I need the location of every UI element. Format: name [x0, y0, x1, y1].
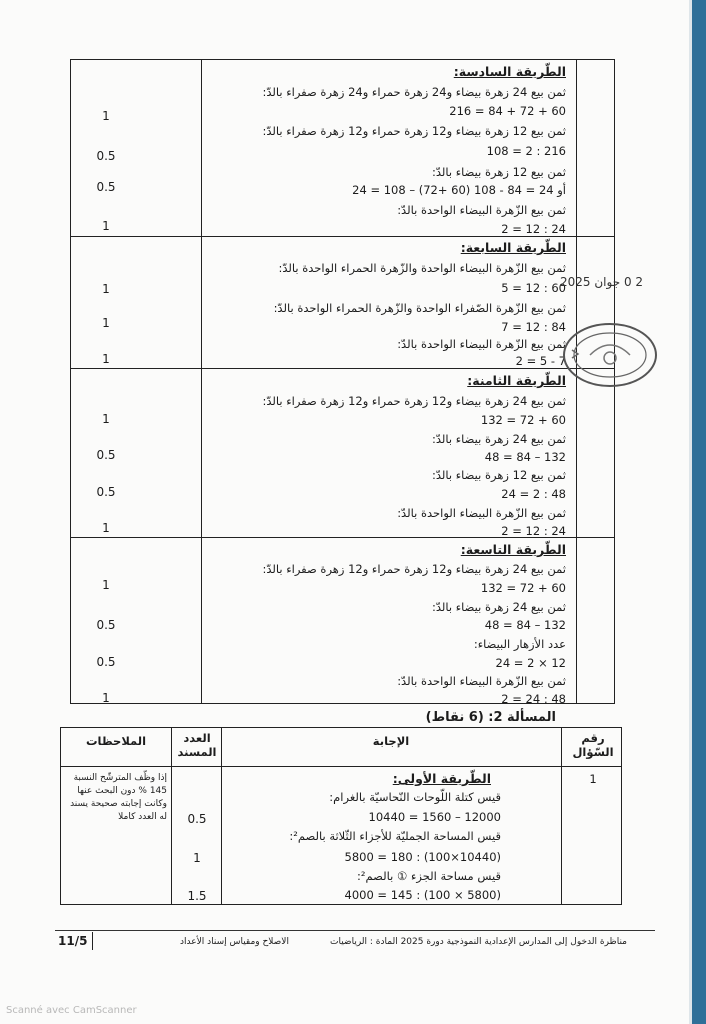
stamp-date: 2 0 جوان 2025 — [560, 275, 644, 289]
score-value: 0.5 — [96, 448, 116, 462]
score-value: 1 — [102, 412, 110, 426]
score-value: 0.5 — [96, 655, 116, 669]
official-stamp — [560, 320, 660, 394]
column-divider — [221, 728, 222, 904]
score-value: 1 — [102, 521, 110, 535]
correction-table — [70, 59, 615, 704]
footer-center: الاصلاح ومقياس إسناد الأعداد — [180, 937, 289, 947]
equation-line: 7 = 12 : 84 — [501, 320, 566, 334]
equation-line: 2 = 24 : 48 — [501, 692, 566, 706]
column-divider — [171, 728, 172, 904]
answer-line: عدد الأزهار البيضاء: — [473, 637, 566, 651]
score-value: 1 — [102, 219, 110, 233]
answer-line: ثمن بيع 24 زهرة بيضاء بالدّ: — [432, 600, 566, 614]
answer-line: ثمن بيع الزّهرة البيضاء الواحدة بالدّ: — [397, 203, 566, 217]
equation-line: 10440 = 1560 – 12000 — [368, 810, 501, 824]
equation-line: 24 = 2 : 48 — [501, 487, 566, 501]
equation-line: 5800 = 180 : (100×10440) — [344, 850, 501, 864]
answer-line: قيس مساحة الجزء ① بالصم²: — [357, 869, 501, 883]
grading-note: إذا وظّف المترشّح النسبة 145 % دون البحث عنها وكانت إجابته صحيحة يسند له العدد كاملا — [70, 773, 167, 822]
score-value: 1 — [102, 691, 110, 705]
scanner-watermark: Scanné avec CamScanner — [6, 1005, 137, 1016]
equation-line: 2 = 5 - 7 — [515, 354, 566, 368]
answer-line: ثمن بيع 24 زهرة بيضاء و12 زهرة حمراء و12 زهرة صفراء بالدّ: — [262, 394, 566, 408]
row-divider — [61, 766, 621, 767]
answer-line: ثمن بيع 24 زهرة بيضاء و12 زهرة حمراء و12 زهرة صفراء بالدّ: — [262, 562, 566, 576]
score-value: 1 — [102, 352, 110, 366]
question-number: 1 — [589, 772, 597, 786]
page-edge-shadow — [689, 0, 692, 1024]
header-points: العدد المسند — [177, 731, 217, 759]
row-divider — [71, 236, 614, 237]
score-value: 0.5 — [96, 149, 116, 163]
answer-line: ثمن بيع الزّهرة الصّفراء الواحدة والزّهرة الحمراء الواحدة بالدّ: — [273, 301, 566, 315]
points-value: 1 — [193, 851, 201, 865]
points-value: 0.5 — [187, 812, 207, 826]
equation-line: 4000 = 145 : (100 × 5800) — [344, 888, 501, 902]
score-value: 1 — [102, 282, 110, 296]
header-question: رقم السّؤال — [572, 731, 614, 759]
answer-line: ثمن بيع الزّهرة البيضاء الواحدة بالدّ: — [397, 506, 566, 520]
score-value: 0.5 — [96, 180, 116, 194]
header-answer: الإجابة — [372, 734, 410, 748]
method-title: الطّريقة التاسعة: — [460, 542, 566, 557]
equation-line: 2 = 12 : 24 — [501, 524, 566, 538]
problem2-table — [60, 727, 622, 905]
answer-line: قيس المساحة الجمليّة للأجزاء الثّلاثة بالصم²: — [289, 829, 501, 843]
equation-line: 24 = 2 × 12 — [495, 656, 566, 670]
page-number: 11/5 — [58, 934, 88, 948]
equation-line: 2 = 12 : 24 — [501, 222, 566, 236]
score-value: 0.5 — [96, 618, 116, 632]
footer-separator — [92, 932, 93, 950]
equation-line: 5 = 12 : 60 — [501, 281, 566, 295]
equation-line: 132 = 72 + 60 — [480, 413, 566, 427]
method-title: الطّريقة الثامنة: — [467, 373, 566, 388]
answer-line: ثمن بيع الزّهرة البيضاء الواحدة والزّهرة الحمراء الواحدة بالدّ: — [278, 261, 566, 275]
score-value: 1 — [102, 316, 110, 330]
equation-line: 132 = 72 + 60 — [480, 581, 566, 595]
row-divider — [71, 368, 614, 369]
answer-line: ثمن بيع الزّهرة البيضاء الواحدة بالدّ: — [397, 674, 566, 688]
answer-line: ثمن بيع 12 زهرة بيضاء و12 زهرة حمراء و12 زهرة صفراء بالدّ: — [262, 124, 566, 138]
score-value: 1 — [102, 109, 110, 123]
method-title: الطّريقة السادسة: — [453, 64, 566, 79]
answer-line: ثمن بيع 24 زهرة بيضاء و24 زهرة حمراء و24 زهرة صفراء بالدّ: — [262, 85, 566, 99]
answer-line: ثمن بيع 24 زهرة بيضاء بالدّ: — [432, 432, 566, 446]
equation-line: 24 = 108 – (72+ 60) أو 24 = 84 - 108 — [352, 183, 566, 197]
score-value: 1 — [102, 578, 110, 592]
answer-line: قيس كتلة اللّوحات النّحاسيّة بالغرام: — [329, 790, 501, 804]
page-edge — [690, 0, 706, 1024]
footer-right: مناظرة الدخول إلى المدارس الإعدادية النموذجية دورة 2025 المادة : الرياضيات — [330, 937, 627, 947]
method-title: الطّريقة السابعة: — [460, 240, 566, 255]
answer-line: ثمن بيع 12 زهرة بيضاء بالدّ: — [432, 468, 566, 482]
header-notes: الملاحظات — [85, 734, 147, 748]
equation-line: 48 = 84 – 132 — [484, 618, 566, 632]
footer-divider — [55, 930, 655, 931]
column-divider — [201, 60, 202, 703]
column-divider — [561, 728, 562, 904]
method-title: الطّريقة الأولى: — [392, 771, 491, 786]
score-value: 0.5 — [96, 485, 116, 499]
equation-line: 216 = 84 + 72 + 60 — [449, 104, 566, 118]
points-value: 1.5 — [187, 889, 207, 903]
answer-line: ثمن بيع الزّهرة البيضاء الواحدة بالدّ: — [397, 337, 566, 351]
answer-line: ثمن بيع 12 زهرة بيضاء بالدّ: — [432, 165, 566, 179]
equation-line: 48 = 84 – 132 — [484, 450, 566, 464]
equation-line: 108 = 2 : 216 — [486, 144, 566, 158]
problem-title: المسألة 2: (6 نقاط) — [425, 710, 556, 725]
